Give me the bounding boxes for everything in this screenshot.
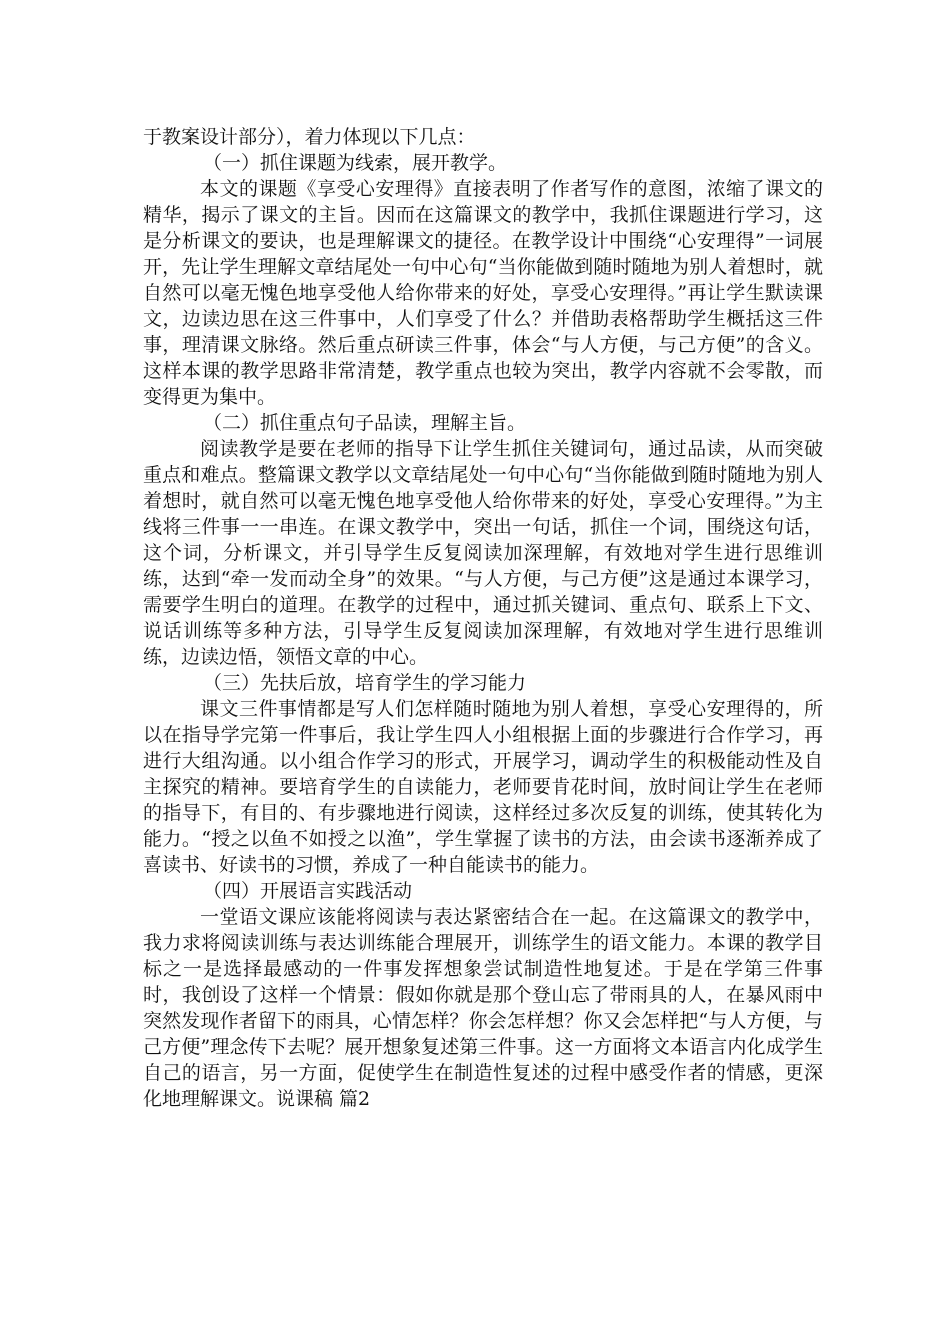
paragraph-section-4: 一堂语文课应该能将阅读与表达紧密结合在一起。在这篇课文的教学中，我力求将阅读训练与表达训练能合理展开，训练学生的语文能力。本课的教学目标之一是选择最感动的一件事发挥想象尝试制造性地复述。于是在学第三件事时，我创设了这样一个情景：假如你就是那个登山忘了带雨具的人，在暴风雨中突然发现作者留下的雨具，心情怎样？你会怎样想？你又会怎样把“与人方便，与己方便”理念传下去呢？展开想象复述第三件事。这一方面将文本语言内化成学生自己的语言，另一方面，促使学生在制造性复述的过程中感受作者的情感，更深化地理解课文。说课稿 篇2 [143, 906, 823, 1110]
section-heading-3: （三）先扶后放，培育学生的学习能力 [203, 672, 527, 694]
paragraph-section-3: 课文三件事情都是写人们怎样随时随地为别人着想，享受心安理得的，所以在指导学完第一件事后，我让学生四人小组根据上面的步骤进行合作学习，再进行大组沟通。以小组合作学习的形式，开展学习，调动学生的积极能动性及自主探究的精神。要培育学生的自读能力，老师要肯花时间，放时间让学生在老师的指导下，有目的、有步骤地进行阅读，这样经过多次反复的训练，使其转化为能力。“授之以鱼不如授之以渔”，学生掌握了读书的方法，由会读书逐渐养成了喜读书、好读书的习惯，养成了一种自能读书的能力。 [143, 698, 823, 876]
paragraph-continuation: 于教案设计部分），着力体现以下几点： [143, 126, 476, 148]
paragraph-section-1: 本文的课题《享受心安理得》直接表明了作者写作的意图，浓缩了课文的精华，揭示了课文的主旨。因而在这篇课文的教学中，我抓住课题进行学习，这是分析课文的要诀，也是理解课文的捷径。在教学设计中围绕“心安理得”一词展开，先让学生理解文章结尾处一句中心句“当你能做到随时随地为别人着想时，就自然可以毫无愧色地享受他人给你带来的好处，享受心安理得。”再让学生默读课文，边读边思在这三件事中，人们享受了什么？并借助表格帮助学生概括这三件事，理清课文脉络。然后重点研读三件事，体会“与人方便，与己方便”的含义。这样本课的教学思路非常清楚，教学重点也较为突出，教学内容就不会零散，而变得更为集中。 [143, 178, 823, 408]
section-heading-1: （一）抓住课题为线索，展开教学。 [203, 152, 508, 174]
section-heading-2: （二）抓住重点句子品读，理解主旨。 [203, 412, 527, 434]
section-heading-4: （四）开展语言实践活动 [203, 880, 413, 902]
paragraph-section-2: 阅读教学是要在老师的指导下让学生抓住关键词句，通过品读，从而突破重点和难点。整篇课文教学以文章结尾处一句中心句“当你能做到随时随地为别人着想时，就自然可以毫无愧色地享受他人给你带来的好处，享受心安理得。”为主线将三件事一一串连。在课文教学中，突出一句话，抓住一个词，围绕这句话，这个词，分析课文，并引导学生反复阅读加深理解，有效地对学生进行思维训练，达到“牵一发而动全身”的效果。“与人方便，与己方便”这是通过本课学习，需要学生明白的道理。在教学的过程中，通过抓关键词、重点句、联系上下文、说话训练等多种方法，引导学生反复阅读加深理解，有效地对学生进行思维训练，边读边悟，领悟文章的中心。 [143, 438, 823, 668]
document-body [143, 124, 823, 1112]
